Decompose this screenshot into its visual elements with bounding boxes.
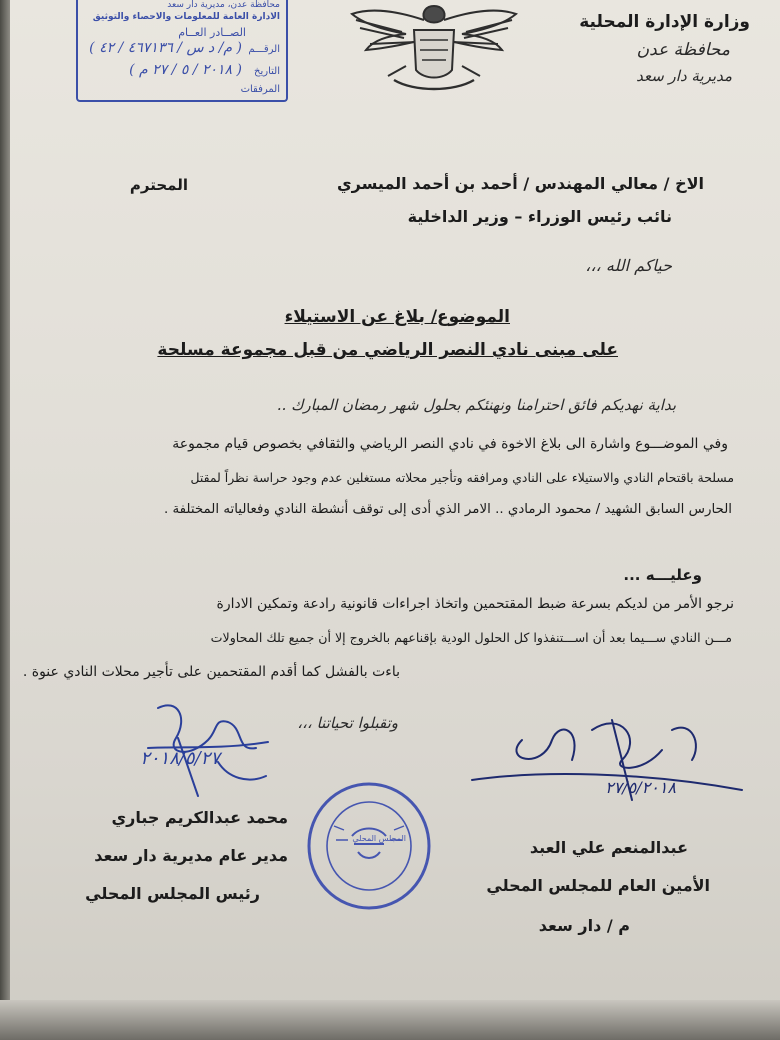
addressee-honorific: المحترم [129, 176, 188, 194]
stamp-line-1: محافظة عدن، مديرية دار سعد [167, 0, 280, 10]
stamp-date-value: ( ٢٠١٨ / ٥ / ٢٧ م ) [129, 62, 242, 78]
page-left-shadow [0, 0, 10, 1040]
left-signatory-title-1: مدير عام مديرية دار سعد [94, 846, 288, 865]
directorate-name: مديرية دار سعد [636, 67, 732, 85]
body-paragraph-2-line-3: باءت بالفشل كما أقدم المقتحمين على تأجير محلات النادي عنوة . [22, 664, 400, 680]
body-paragraph-1-line-1: وفي الموضـــوع واشارة الى بلاغ الاخوة في نادي النصر الرياضي والثقافي بخصوص قيام مجموعة [172, 436, 728, 452]
stamp-attachments-label: المرفقات [240, 84, 280, 95]
stamp-line-2: الادارة العامة للمعلومات والاحصاء والتوثيق [92, 12, 280, 22]
body-closing: وتقبلوا تحياتنا ،،، [297, 714, 398, 732]
left-signature-date: ٢٠١٨/٥/٢٧ [140, 748, 220, 769]
greeting: حياكم الله ،،، [585, 256, 672, 275]
body-opening: بداية نهديكم فائق احترامنا ونهنئكم بحلول شهر رمضان المبارك .. [276, 396, 676, 414]
stamp-line-3: الصــادر العــام [178, 26, 246, 39]
governorate-name: محافظة عدن [636, 40, 730, 60]
right-signatory-name: عبدالمنعم علي العبد [529, 838, 688, 857]
body-paragraph-1-line-2: مسلحة باقتحام النادي والاستيلاء على النادي ومرافقه وتأجير محلاته مستغلين عدم وجود حراسة نظراً لمقتل [190, 470, 734, 485]
ministry-name: وزارة الإدارة المحلية [579, 12, 750, 32]
left-signatory-name: محمد عبدالكريم جباري [111, 808, 288, 827]
body-paragraph-2-line-1: نرجو الأمر من لديكم بسرعة ضبط المقتحمين واتخاذ اجراءات قانونية رادعة وتمكين الادارة [216, 596, 734, 612]
body-therefore: وعليـــه ... [623, 566, 702, 584]
left-signatory-title-2: رئيس المجلس المحلي [85, 884, 260, 903]
right-signatory-title-1: الأمين العام للمجلس المحلي [486, 876, 710, 895]
stamp-number-label: الرقـــم [248, 44, 280, 55]
right-signature-date: ٢٧/٥/٢٠١٨ [605, 778, 676, 797]
body-paragraph-2-line-2: مـــن النادي ســـيما بعد أن اســـتنفذوا كل الحلول الودية بإقناعهم بالخروج إلا أن جميع تلك المحاولات [210, 630, 732, 645]
stamp-date-label: التاريخ [254, 66, 280, 77]
body-paragraph-1-line-3: الحارس السابق الشهيد / محمود الرمادي .. الامر الذي أدى إلى توقف أنشطة النادي وفعالياته المختلفة . [163, 502, 732, 517]
stamp-number-value: ( م/ د س / ٤٦٧١٣٦ / ٤٢ ) [89, 40, 242, 56]
outgoing-registry-stamp [76, 0, 288, 102]
subject-line-1: الموضوع/ بلاغ عن الاستيلاء [284, 307, 510, 327]
subject-line-2: على مبنى نادي النصر الرياضي من قبل مجموعة مسلحة [157, 340, 618, 360]
yemen-emblem-icon [344, 0, 524, 96]
seal-inner-text: المجلس المحلي [352, 834, 406, 843]
local-council-seal-icon [304, 780, 434, 912]
addressee-line-1: الاخ / معالي المهندس / أحمد بن أحمد الميسري [337, 174, 704, 193]
addressee-line-2: نائب رئيس الوزراء – وزير الداخلية [407, 207, 672, 226]
right-signatory-title-2: م / دار سعد [538, 916, 630, 935]
page-bottom-shadow [0, 1000, 780, 1040]
